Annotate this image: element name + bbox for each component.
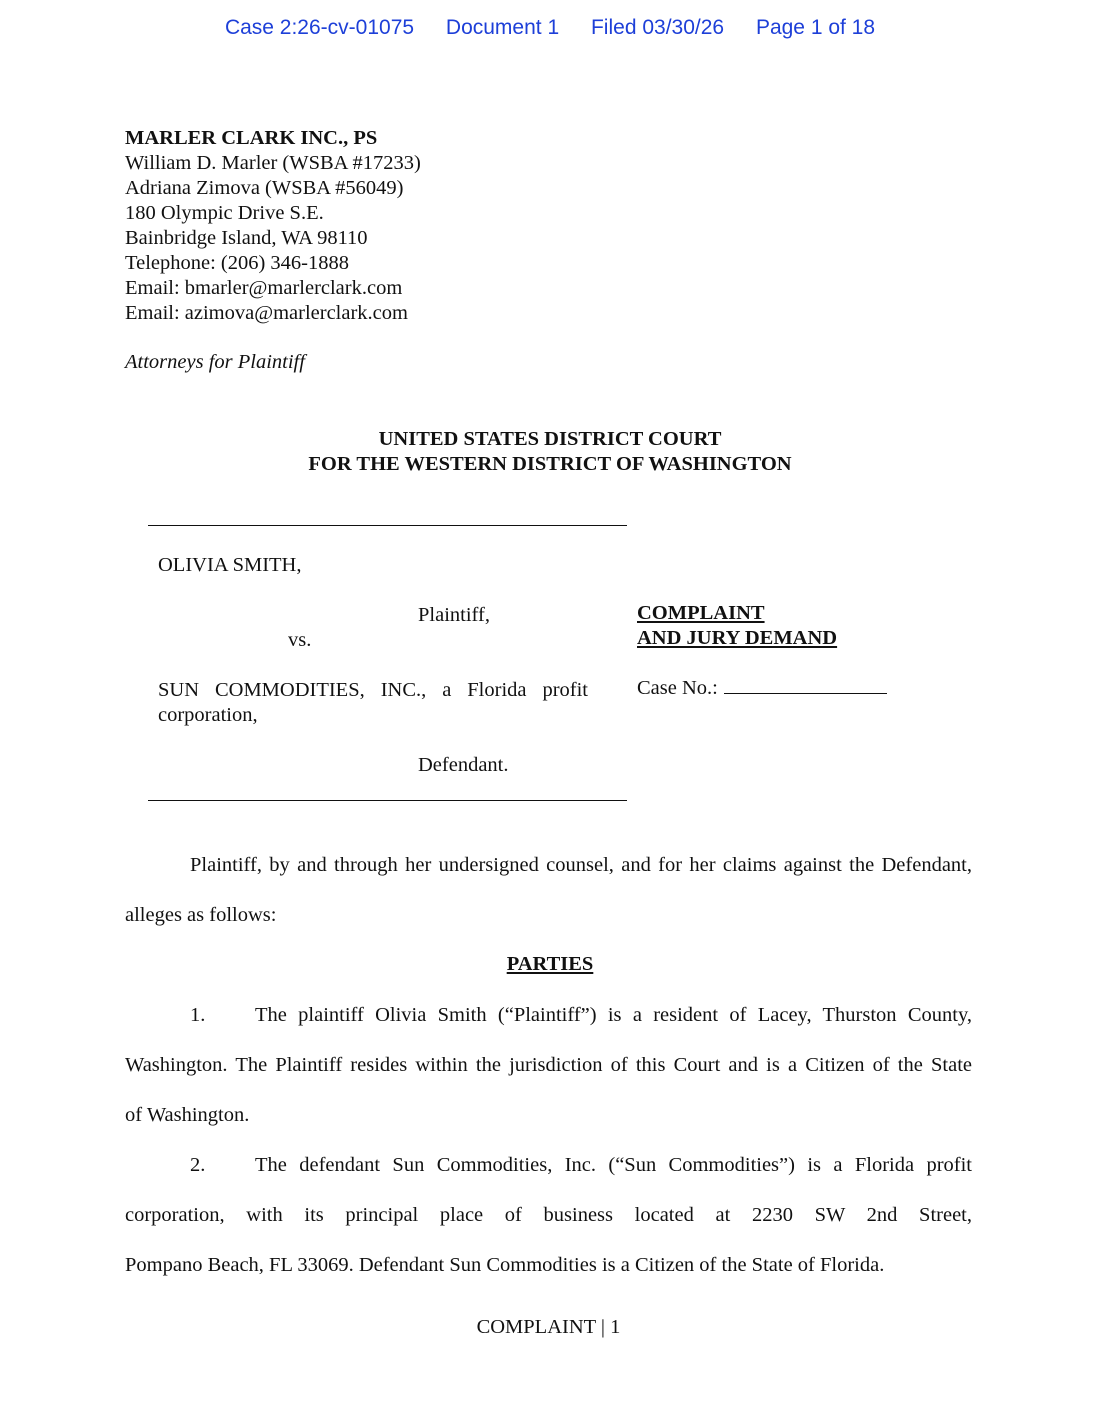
intro-line-2: alleges as follows: [125, 904, 277, 926]
caption-top-rule [148, 525, 627, 526]
paragraph-2-first-line [190, 1153, 972, 1178]
law-firm-name: MARLER CLARK INC., PS [125, 127, 378, 149]
plaintiff-role: Plaintiff, [418, 604, 490, 626]
paragraph-2-line-1: The defendant Sun Commodities, Inc. (“Sun Commodities”) is a Florida profit [255, 1154, 972, 1176]
versus-label: vs. [288, 629, 312, 651]
ecf-document-number: Document 1 [445, 16, 560, 39]
case-number-field [637, 677, 887, 700]
counsel-line: Adriana Zimova (WSBA #56049) [125, 177, 404, 199]
case-number-blank-line [724, 677, 887, 694]
paragraph-number: 1. [190, 1004, 206, 1026]
page-footer: COMPLAINT | 1 [476, 1316, 621, 1338]
attorneys-for-label: Attorneys for Plaintiff [125, 351, 305, 373]
paragraph-1-line-1-wrap [255, 1003, 972, 1028]
paragraph-2-line-2: corporation, with its principal place of business located at 2230 SW 2nd Street, [125, 1204, 972, 1226]
plaintiff-name: OLIVIA SMITH, [158, 554, 302, 576]
counsel-line: Bainbridge Island, WA 98110 [125, 227, 368, 249]
paragraph-number: 2. [190, 1154, 206, 1176]
ecf-page-indicator: Page 1 of 18 [755, 16, 876, 39]
ecf-filing-header [0, 16, 1100, 40]
intro-line-1: Plaintiff, by and through her undersigned counsel, and for her claims against the Defendant, [190, 854, 972, 876]
court-name [0, 427, 1100, 477]
document-title [637, 601, 837, 651]
paragraph-2-line-1-wrap [255, 1153, 972, 1178]
section-heading-parties: PARTIES [506, 953, 594, 975]
court-name-line-2: FOR THE WESTERN DISTRICT OF WASHINGTON [308, 453, 792, 475]
court-name-line-1: UNITED STATES DISTRICT COURT [378, 428, 722, 450]
defendant-name: SUN COMMODITIES, INC., a Florida profit corporation, [158, 679, 588, 726]
paragraph-1-line-2: Washington. The Plaintiff resides within the jurisdiction of this Court and is a Citizen of the State [125, 1054, 972, 1076]
defendant-role: Defendant. [418, 754, 509, 776]
ecf-case-number: Case 2:26-cv-01075 [224, 16, 415, 39]
counsel-line: Email: bmarler@marlerclark.com [125, 277, 403, 299]
document-title-line-1: COMPLAINT [637, 602, 765, 624]
paragraph-1-first-line [190, 1003, 972, 1028]
counsel-line: 180 Olympic Drive S.E. [125, 202, 324, 224]
document-title-line-2: AND JURY DEMAND [637, 627, 838, 649]
counsel-line: Telephone: (206) 346-1888 [125, 252, 350, 274]
paragraph-2-line-3: Pompano Beach, FL 33069. Defendant Sun Commodities is a Citizen of the State of Florida. [125, 1254, 885, 1276]
case-number-label: Case No.: [637, 677, 718, 699]
counsel-block [125, 126, 421, 326]
ecf-filed-date: Filed 03/30/26 [590, 16, 725, 39]
counsel-line: Email: azimova@marlerclark.com [125, 302, 408, 324]
paragraph-1-line-1: The plaintiff Olivia Smith (“Plaintiff”) is a resident of Lacey, Thurston County, [255, 1004, 972, 1026]
paragraph-1-line-3: of Washington. [125, 1104, 250, 1126]
caption-bottom-rule [148, 800, 627, 801]
counsel-line: William D. Marler (WSBA #17233) [125, 152, 421, 174]
